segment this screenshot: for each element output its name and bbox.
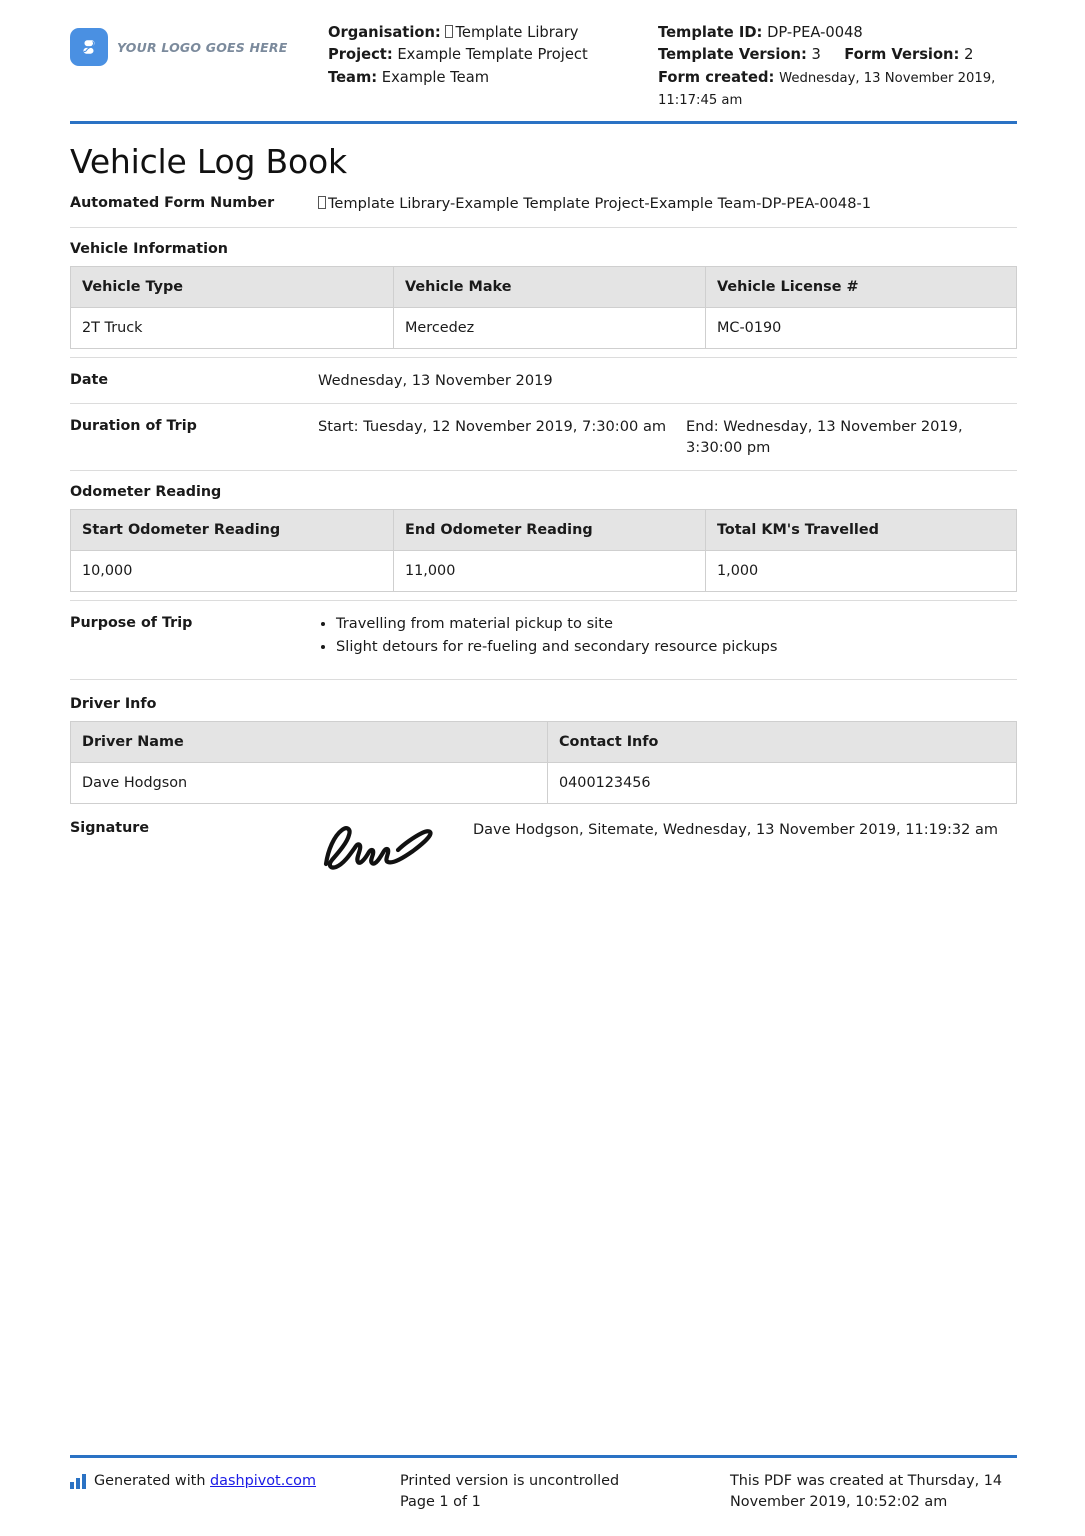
date-label: Date	[70, 371, 109, 388]
footer-page-number: Page 1 of 1	[400, 1494, 481, 1511]
organisation-label: Organisation:	[328, 24, 441, 41]
footer-uncontrolled-block	[400, 1471, 730, 1514]
odometer-reading-heading: Odometer Reading	[70, 484, 222, 500]
automated-form-number-label: Automated Form Number	[70, 195, 275, 212]
table-row	[71, 307, 1017, 348]
page-title: Vehicle Log Book	[70, 142, 347, 182]
vehicle-information-table	[70, 266, 1017, 349]
odometer-reading-table	[70, 509, 1017, 592]
column-header-contact-info: Contact Info	[548, 722, 1017, 763]
form-created-label: Form created:	[658, 68, 775, 86]
team-line	[328, 67, 658, 89]
document-body	[0, 181, 1085, 880]
template-version-label: Template Version:	[658, 46, 807, 64]
automated-form-number-value: Template Library-Example Template Project-Example Team-DP-PEA-0048-1	[328, 195, 872, 213]
duration-of-trip-values	[318, 416, 1017, 458]
table-row	[71, 551, 1017, 592]
signature-meta: Dave Hodgson, Sitemate, Wednesday, 13 November 2019, 11:19:32 am	[473, 822, 998, 839]
template-id-line	[658, 22, 1017, 44]
column-header-vehicle-make: Vehicle Make	[394, 266, 706, 307]
column-header-vehicle-type: Vehicle Type	[71, 266, 394, 307]
footer-created-text: This PDF was created at Thursday, 14 November 2019, 10:52:02 am	[730, 1472, 1003, 1511]
signature-row	[70, 806, 1017, 880]
form-created-value: Wednesday, 13 November 2019, 11:17:45 am	[658, 70, 996, 109]
table-header-row	[71, 722, 1017, 763]
project-label: Project:	[328, 46, 393, 64]
dashpivot-link[interactable]: dashpivot.com	[210, 1472, 317, 1489]
automated-form-number-row	[70, 181, 1017, 227]
organisation-line	[328, 22, 658, 44]
header-accent-rule	[70, 121, 1017, 124]
form-version-value: 2	[964, 46, 974, 64]
duration-of-trip-label: Duration of Trip	[70, 417, 197, 434]
cell-start-odometer: 10,000	[71, 551, 394, 592]
driver-info-table	[70, 721, 1017, 804]
company-logo-icon	[70, 28, 108, 66]
cell-vehicle-license: MC-0190	[706, 307, 1017, 348]
footer-generated-prefix: Generated with	[94, 1472, 206, 1489]
document-header	[0, 0, 1085, 111]
duration-of-trip-row	[70, 404, 1017, 471]
column-header-driver-name: Driver Name	[71, 722, 548, 763]
date-value: Wednesday, 13 November 2019	[318, 371, 553, 389]
column-header-vehicle-license: Vehicle License #	[706, 266, 1017, 307]
trip-end-value: End: Wednesday, 13 November 2019, 3:30:00 pm	[686, 417, 963, 456]
purpose-of-trip-list	[318, 613, 1017, 657]
column-header-total-km: Total KM's Travelled	[706, 510, 1017, 551]
project-value: Example Template Project	[397, 46, 588, 64]
signature-image	[318, 820, 473, 880]
template-id-value: DP-PEA-0048	[767, 24, 863, 41]
list-item: • Slight detours for re-fueling and secondary resource pickups	[336, 636, 1017, 657]
column-header-end-odometer: End Odometer Reading	[394, 510, 706, 551]
trip-start-value: Start: Tuesday, 12 November 2019, 7:30:00 am	[318, 417, 667, 435]
list-item: • Travelling from material pickup to site	[336, 613, 1017, 634]
form-version-label: Form Version:	[844, 46, 960, 64]
missing-glyph-icon	[318, 196, 326, 209]
table-header-row	[71, 266, 1017, 307]
driver-info-heading: Driver Info	[70, 696, 157, 713]
footer-generated-block	[70, 1471, 400, 1514]
template-id-label: Template ID:	[658, 24, 763, 41]
document-footer	[0, 1455, 1085, 1514]
signature-label: Signature	[70, 820, 150, 837]
form-created-line	[658, 67, 1017, 112]
automated-form-number-value-wrap	[318, 193, 1017, 214]
purpose-of-trip-label: Purpose of Trip	[70, 615, 193, 631]
organisation-value: Template Library	[455, 24, 579, 41]
project-line	[328, 44, 658, 66]
bar-chart-icon	[70, 1471, 87, 1497]
logo-block	[70, 18, 328, 66]
version-line	[658, 44, 1017, 66]
logo-placeholder-text: YOUR LOGO GOES HERE	[117, 39, 288, 55]
header-meta-right	[658, 18, 1017, 111]
team-value: Example Team	[381, 68, 490, 86]
footer-created-block	[730, 1471, 1017, 1514]
purpose-of-trip-row	[70, 600, 1017, 680]
template-version-value: 3	[811, 46, 821, 64]
column-header-start-odometer: Start Odometer Reading	[71, 510, 394, 551]
vehicle-information-heading: Vehicle Information	[70, 240, 228, 257]
cell-driver-name: Dave Hodgson	[71, 763, 548, 804]
cell-end-odometer: 11,000	[394, 551, 706, 592]
header-meta-left	[328, 18, 658, 89]
cell-vehicle-make: Mercedez	[394, 307, 706, 348]
missing-glyph-icon	[445, 25, 453, 38]
cell-total-km: 1,000	[706, 551, 1017, 592]
date-row	[70, 357, 1017, 404]
table-row	[71, 763, 1017, 804]
team-label: Team:	[328, 68, 378, 86]
footer-uncontrolled-text: Printed version is uncontrolled	[400, 1472, 620, 1489]
table-header-row	[71, 510, 1017, 551]
cell-contact-info: 0400123456	[548, 763, 1017, 804]
purpose-of-trip-values	[318, 613, 1017, 659]
cell-vehicle-type: 2T Truck	[71, 307, 394, 348]
